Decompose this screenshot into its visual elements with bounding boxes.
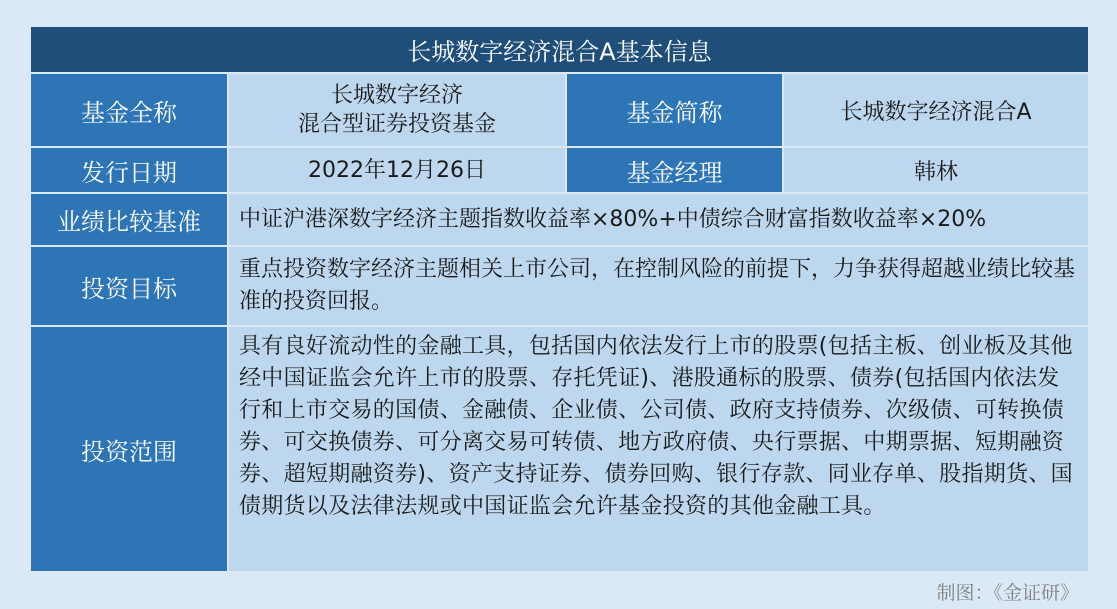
objective-label: 投资目标 [31, 247, 229, 325]
table-row-objective [31, 247, 1088, 327]
table-row-full-name [31, 74, 1088, 148]
benchmark-label: 业绩比较基准 [31, 194, 229, 245]
manager-value: 韩林 [784, 148, 1088, 192]
objective-value: 重点投资数字经济主题相关上市公司，在控制风险的前提下，力争获得超越业绩比较基准的投资回报。 [229, 247, 1088, 325]
scope-label: 投资范围 [31, 327, 229, 571]
manager-label: 基金经理 [565, 148, 784, 192]
table-row-issue-date [31, 148, 1088, 194]
benchmark-value: 中证沪港深数字经济主题指数收益率×80%+中债综合财富指数收益率×20% [229, 194, 1088, 245]
short-name-label: 基金简称 [565, 74, 784, 146]
source-caption: 制图：《金证研》 [936, 582, 1079, 604]
short-name-value: 长城数字经济混合A [784, 74, 1088, 146]
issue-date-value: 2022年12月26日 [229, 148, 565, 192]
full-name-line1: 长城数字经济 [330, 83, 463, 108]
table-row-scope [31, 327, 1088, 571]
issue-date-label: 发行日期 [31, 148, 229, 192]
full-name-label: 基金全称 [31, 74, 229, 146]
table-title: 长城数字经济混合A基本信息 [31, 27, 1088, 74]
full-name-value [229, 74, 565, 146]
table-row-benchmark [31, 194, 1088, 247]
full-name-line2: 混合型证券投资基金 [297, 112, 496, 137]
fund-info-table [31, 27, 1088, 571]
scope-value: 具有良好流动性的金融工具，包括国内依法发行上市的股票(包括主板、创业板及其他经中国证监会允许上市的股票、存托凭证)、港股通标的股票、债券(包括国内依法发行和上市交易的国债、金融债、企业债、公司债、政府支持债券、次级债、可转换债券、可交换债券、可分离交易可转债、地方政府债、央行票据、中期票据、短期融资券、超短期融资券)、资产支持证券、债券回购、银行存款、同业存单、股指期货、国债期货以及法律法规或中国证监会允许基金投资的其他金融工具。 [229, 327, 1088, 571]
